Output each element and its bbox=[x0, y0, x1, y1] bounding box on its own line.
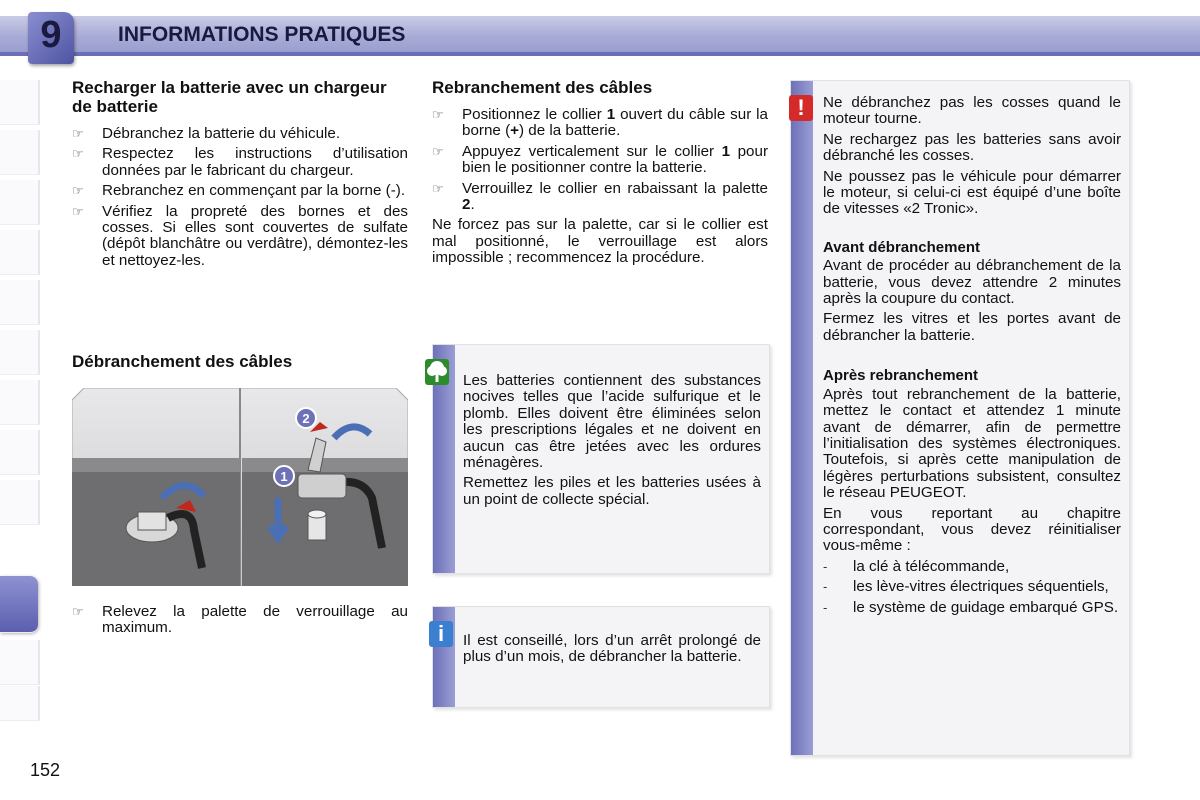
list-item bbox=[72, 204, 408, 270]
section-title: Débranchement des câbles bbox=[72, 352, 293, 371]
pointer-icon: ☞ bbox=[72, 126, 84, 141]
side-tab[interactable] bbox=[0, 130, 40, 175]
paragraph: Ne poussez pas le véhicule pour démarrer le moteur, si celui-ci est équipé d’une boîte de vitesses «2 Tronic». bbox=[823, 167, 1121, 218]
list-item-text: Relevez la palette de verrouillage au maximum. bbox=[102, 603, 408, 637]
side-tab[interactable] bbox=[0, 280, 40, 325]
column-1 bbox=[72, 78, 408, 273]
list-item bbox=[72, 146, 408, 179]
page-title: INFORMATIONS PRATIQUES bbox=[118, 23, 406, 46]
environment-text bbox=[463, 373, 761, 512]
list-item bbox=[72, 604, 408, 637]
side-tab[interactable] bbox=[0, 330, 40, 375]
paragraph: Ne rechargez pas les batteries sans avoir débranché les cosses. bbox=[823, 130, 1121, 165]
list-item bbox=[823, 559, 1121, 575]
list-item-text: Rebranchez en commençant par la borne (-). bbox=[102, 182, 406, 200]
pointer-icon: ☞ bbox=[432, 143, 444, 159]
chapter-number: 9 bbox=[40, 14, 62, 56]
text: Appuyez verticalement sur le collier bbox=[462, 142, 722, 160]
pointer-icon: ☞ bbox=[432, 180, 444, 196]
list-item-text: les lève-vitres électriques séquentiels, bbox=[853, 578, 1109, 596]
column-1-section-2 bbox=[72, 352, 408, 371]
list-item bbox=[432, 144, 768, 177]
dash-icon: - bbox=[823, 599, 828, 615]
pointer-icon: ☞ bbox=[72, 604, 84, 619]
dash-icon: - bbox=[823, 558, 828, 574]
dash-icon: - bbox=[823, 579, 828, 595]
step-1-label: 1 bbox=[280, 469, 288, 484]
subheading: Après rebranchement bbox=[823, 367, 979, 385]
paragraph: Les batteries contiennent des substances nocives telles que l’acide sulfurique et le plomb. Elles doivent être éliminées selon les prescriptions légales et ne doivent en aucun cas être jetées avec les ordures ménagères. bbox=[463, 372, 761, 472]
bullet-list bbox=[72, 604, 408, 637]
bullet-list bbox=[72, 126, 408, 269]
battery-illustration bbox=[72, 388, 408, 586]
text: Verrouillez le collier en rabaissant la palette bbox=[462, 179, 768, 197]
subheading: Avant débranchement bbox=[823, 238, 980, 256]
dash-list bbox=[823, 559, 1121, 616]
side-tab-active[interactable] bbox=[0, 576, 38, 633]
list-item-text: Respectez les instructions d’utilisation données par le fabricant du chargeur. bbox=[102, 145, 408, 179]
pointer-icon: ☞ bbox=[72, 146, 84, 162]
pointer-icon: ☞ bbox=[432, 107, 444, 122]
side-tab[interactable] bbox=[0, 480, 40, 525]
list-item bbox=[432, 107, 768, 140]
paragraph: Ne débranchez pas les cosses quand le moteur tourne. bbox=[823, 94, 1121, 128]
list-item-text: la clé à télécommande, bbox=[853, 557, 1010, 575]
list-item bbox=[823, 600, 1121, 616]
list-item bbox=[72, 183, 408, 199]
text: ouvert du câble sur la borne ( bbox=[462, 106, 768, 140]
battery-illustration-svg bbox=[72, 388, 408, 586]
pointer-icon: ☞ bbox=[72, 183, 84, 199]
side-tab[interactable] bbox=[0, 686, 40, 721]
page-number: 152 bbox=[30, 760, 61, 780]
environment-box bbox=[432, 344, 770, 574]
section-title: Rebranchement des câbles bbox=[432, 78, 653, 97]
warning-box bbox=[790, 80, 1130, 756]
bold-ref: 2 bbox=[462, 196, 471, 214]
paragraph: Il est conseillé, lors d’un arrêt prolongé de plus d’un mois, de débrancher la batterie. bbox=[463, 632, 761, 666]
list-item-text: Débranchez la batterie du véhicule. bbox=[102, 125, 341, 142]
bold-ref: 1 bbox=[606, 106, 616, 123]
column-1-after-figure bbox=[72, 604, 408, 641]
info-box bbox=[432, 606, 770, 708]
bold-ref: 1 bbox=[721, 142, 731, 160]
step-2-label: 2 bbox=[302, 411, 310, 426]
paragraph: Remettez les piles et les batteries usées à un point de collecte spécial. bbox=[463, 474, 761, 508]
bold-ref: + bbox=[510, 122, 519, 140]
side-tab[interactable] bbox=[0, 80, 40, 125]
warning-icon: ! bbox=[789, 95, 813, 121]
text: Positionnez le collier bbox=[462, 106, 607, 123]
list-item bbox=[72, 126, 408, 142]
paragraph: Avant de procéder au débranchement de la batterie, vous devez attendre 2 minutes après la coupure du contact. bbox=[823, 257, 1121, 308]
side-tab[interactable] bbox=[0, 640, 40, 685]
paragraph: En vous reportant au chapitre correspondant, vous devez réinitialiser vous-même : bbox=[823, 504, 1121, 555]
list-item bbox=[432, 181, 768, 214]
side-tab[interactable] bbox=[0, 430, 40, 475]
warning-text bbox=[823, 95, 1121, 620]
section-title: Recharger la batterie avec un chargeur de batterie bbox=[72, 78, 387, 116]
list-item-text: le système de guidage embarqué GPS. bbox=[853, 598, 1119, 616]
text: . bbox=[470, 196, 475, 214]
text: pour bien le positionner contre la batterie. bbox=[462, 142, 768, 177]
text: ) de la batterie. bbox=[519, 122, 621, 140]
side-tab[interactable] bbox=[0, 380, 40, 425]
column-2 bbox=[432, 78, 768, 271]
box-bar bbox=[791, 81, 813, 755]
paragraph: Après tout rebranchement de la batterie, mettez le contact et attendez 1 minute avant de démarrer, afin de permettre l’initialisation des systèmes électroniques. Toutefois, si après cette manipulation de légères perturbations subsistent, consultez le réseau PEUGEOT. bbox=[823, 385, 1121, 502]
info-text bbox=[463, 633, 761, 670]
paragraph: Fermez les vitres et les portes avant de débrancher la batterie. bbox=[823, 310, 1121, 344]
side-tabs bbox=[0, 80, 40, 720]
list-item bbox=[823, 579, 1121, 595]
list-item-text: Vérifiez la propreté des bornes et des cosses. Si elles sont couvertes de sulfate (dépôt blanchâtre ou verdâtre), démontez-les et nettoyez-les. bbox=[102, 202, 408, 269]
side-tab[interactable] bbox=[0, 230, 40, 275]
paragraph: Ne forcez pas sur la palette, car si le collier est mal positionné, le verrouillage est alors impossible ; recommencez la procédure. bbox=[432, 216, 768, 267]
header-underline bbox=[0, 52, 1200, 56]
bullet-list bbox=[432, 107, 768, 213]
tree-icon bbox=[425, 359, 449, 385]
info-icon: i bbox=[429, 621, 453, 647]
pointer-icon: ☞ bbox=[72, 203, 84, 219]
side-tab[interactable] bbox=[0, 180, 40, 225]
